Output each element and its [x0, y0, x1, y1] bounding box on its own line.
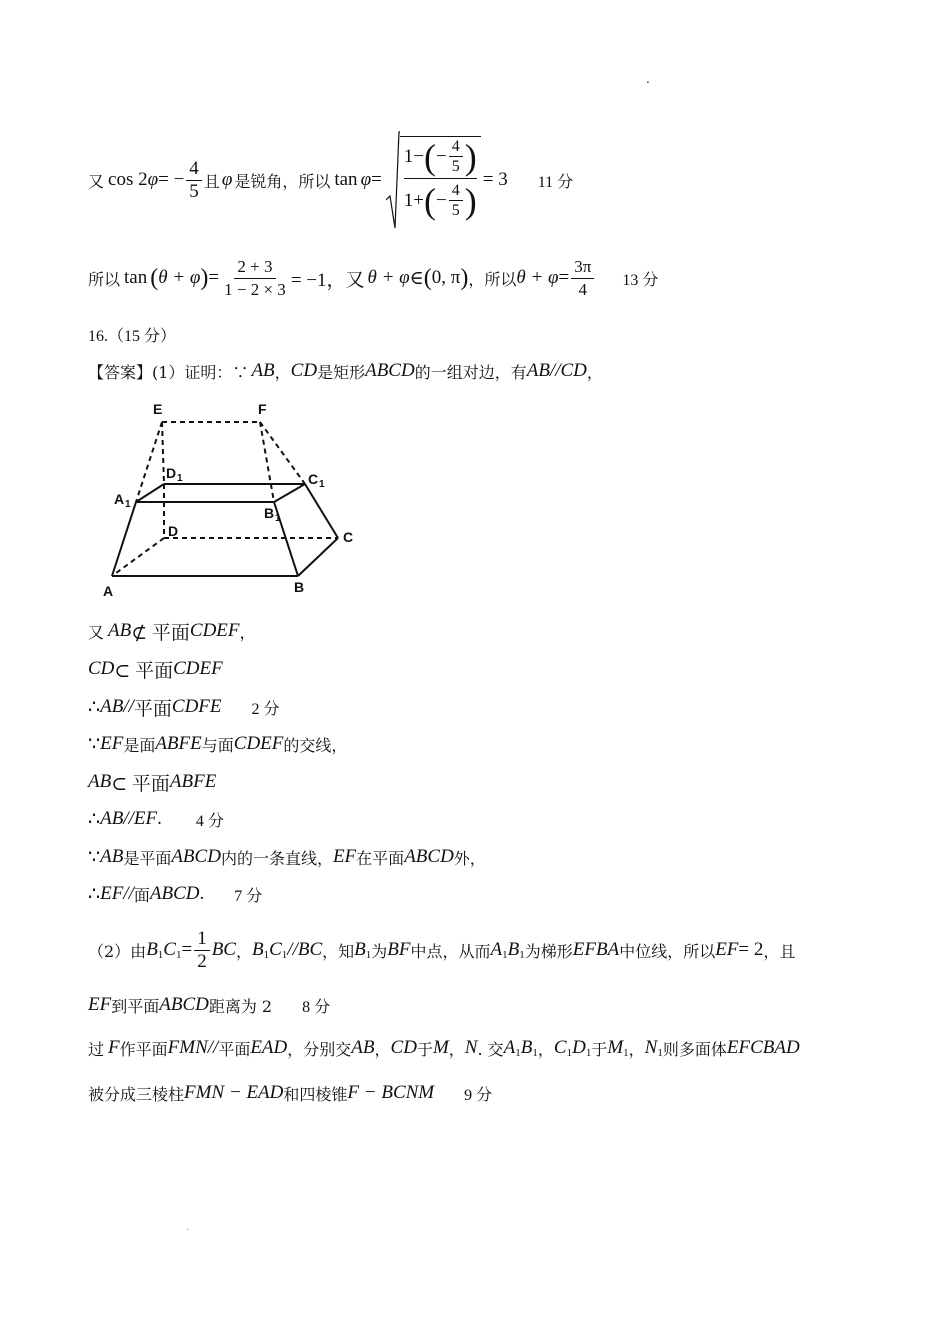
- corner-dot: .: [646, 72, 650, 86]
- label-A: A: [103, 583, 114, 599]
- proof-line-4: ∵ EF 是面 ABFE 与面 CDEF 的交线，: [88, 733, 348, 755]
- polyhedron-figure: [100, 398, 370, 608]
- label-D: D: [168, 523, 179, 539]
- question-16-header: 16.（15 分）: [88, 327, 177, 345]
- label-C1: C: [308, 471, 319, 487]
- line-tan-sum: 所以 tan ( θ + φ ) = $\frac{2 + 3}{1 - 2 \times 3}$ = −1，又 θ + φ ∈ ( 0, π ) ，所以 θ + φ = $\frac{3\pi}{4}$ 13 分: [88, 256, 659, 299]
- sqrt-sign-icon: [386, 130, 400, 230]
- label-B: B: [294, 579, 305, 595]
- label-D1: D: [166, 465, 177, 481]
- part2-line-2: EF 到平面 ABCD 距离为 2 8 分: [88, 994, 331, 1016]
- label-A1: A: [114, 491, 125, 507]
- answer-line: 【答案】(1）证明：∵ AB ， CD 是矩形 ABCD 的一组对边，有 AB//CD ，: [88, 360, 603, 382]
- label-C1-sub: 1: [319, 479, 325, 490]
- label-C: C: [343, 529, 354, 545]
- score-11: 11 分: [537, 173, 574, 191]
- part2-line-1: （2）由 B 1 C 1 = $\frac{1}{2}$ BC ， B 1 C 1 //BC ，知 B 1 为 BF 中点，从而 A 1 B 1 为梯形 EFBA 中位线，所以 EF = 2 ，且: [88, 927, 796, 972]
- label-D1-sub: 1: [177, 473, 183, 484]
- part2-line-3: 过 F 作平面 FMN// 平面 EAD ，分别交 AB ， CD 于 M ， N . 交 A 1 B 1 ， C 1 D 1 于 M 1 ， N 1 则多面体 EFCBAD: [88, 1037, 800, 1059]
- proof-line-6: ∴ AB//EF . 4 分: [88, 808, 224, 830]
- proof-line-2: CD ⊂ 平面 CDEF: [88, 658, 223, 682]
- footer-dot: .: [186, 1222, 190, 1233]
- proof-line-5: AB ⊂ 平面 ABFE: [88, 771, 217, 795]
- proof-line-7: ∵ AB 是平面 ABCD 内的一条直线， EF 在平面 ABCD 外，: [88, 846, 486, 868]
- sqrt-expression: 1− ( − $\frac{4}{5}$ ) 1+ ( − $\frac{4}{5}$ ): [386, 130, 481, 230]
- proof-line-1: 又 AB ⊄ 平面 CDEF ，: [88, 620, 256, 644]
- proof-line-8: ∴ EF// 面 ABCD . 7 分: [88, 883, 263, 905]
- part2-line-4: 被分成三棱柱 FMN − EAD 和四棱锥 F − BCNM 9 分: [88, 1082, 493, 1104]
- label-B1: B: [264, 505, 275, 521]
- proof-line-3: ∴ AB// 平面 CDFE 2 分: [88, 696, 280, 720]
- label-F: F: [258, 401, 267, 417]
- label-B1-sub: 1: [275, 513, 281, 524]
- line-cos2phi: 又 cos 2 φ = − $\frac{4}{5}$ 且 φ 是锐角，所以 tan φ = 1− ( − $\frac{4}{5}$ ) 1+ ( − $\frac{4}{5}$ ) = 3 11 分: [88, 130, 573, 230]
- label-A1-sub: 1: [125, 499, 131, 510]
- score-13: 13 分: [622, 271, 659, 289]
- fraction-4-5: $\frac{4}{5}$: [186, 158, 202, 203]
- label-E: E: [153, 401, 163, 417]
